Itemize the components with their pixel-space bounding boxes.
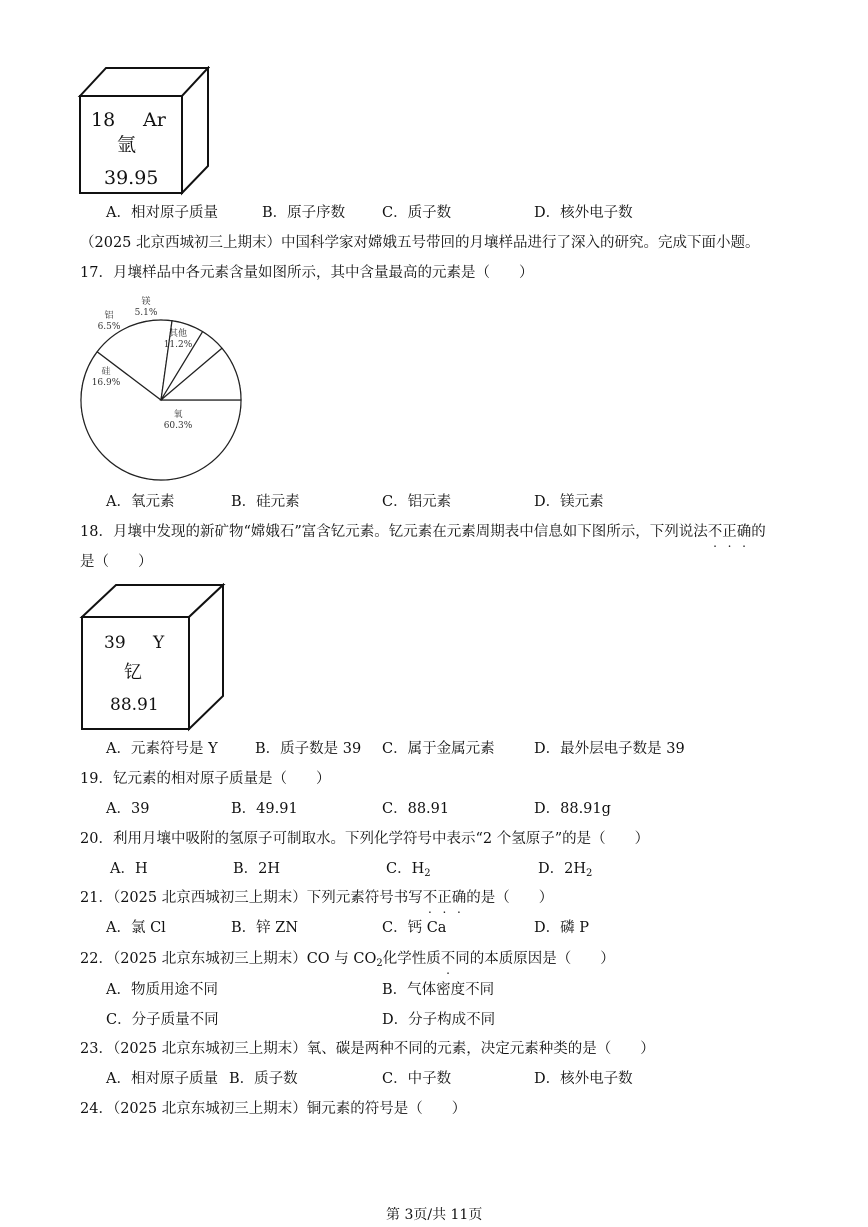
q23-option-a[interactable]: A．相对原子质量 [106, 1071, 218, 1087]
argon-name: 氩 [117, 134, 137, 156]
q23-stem: 23．（2025 北京东城初三上期末）氧、碳是两种不同的元素，决定元素种类的是（ ） [80, 1041, 655, 1057]
argon-symbol: Ar [143, 109, 166, 131]
q22-stem: 22．（2025 北京东城初三上期末）CO 与 $CO_2$化学性质不同的本质原因是（ ） [80, 951, 615, 969]
yttrium-atomic-number: 39 [104, 633, 126, 653]
argon-atomic-number: 18 [91, 109, 116, 131]
page-footer: 第 3页/共 11页 [386, 1207, 483, 1223]
pie-value-0: 60.3% [163, 421, 193, 431]
q18-stem-line2: 是（ ） [80, 554, 153, 570]
q23-option-c[interactable]: C．中子数 [382, 1071, 452, 1087]
q16-option-c[interactable]: C．质子数 [382, 205, 452, 221]
q17-stem: 17．月壤样品中各元素含量如图所示，其中含量最高的元素是（ ） [80, 265, 534, 281]
q20-option-a[interactable]: A．H [110, 861, 148, 877]
q18-option-b[interactable]: B．质子数是 39 [255, 741, 362, 757]
q22-option-b[interactable]: B．气体密度不同 [382, 982, 495, 998]
q23-option-b[interactable]: B．质子数 [229, 1071, 298, 1087]
q16-option-b[interactable]: B．原子序数 [262, 205, 346, 221]
q18-stem-line1: 18．月壤中发现的新矿物“嫦娥石”富含钇元素。钇元素在元素周期表中信息如下图所示，下列说法不正确的 [80, 524, 766, 540]
q23-option-d[interactable]: D．核外电子数 [534, 1071, 633, 1087]
q22-option-d[interactable]: D．分子构成不同 [382, 1012, 496, 1028]
yttrium-symbol: Y [153, 633, 165, 653]
q17-option-c[interactable]: C．铝元素 [382, 494, 452, 510]
pie-value-2: 6.5% [97, 322, 121, 332]
q18-option-a[interactable]: A．元素符号是 Y [106, 741, 218, 757]
pie-label-2: 铝 [104, 311, 114, 321]
q20-option-b[interactable]: B．2H [233, 861, 281, 877]
yttrium-atomic-mass: 88.91 [110, 695, 159, 715]
pie-value-1: 16.9% [91, 378, 121, 388]
q16-option-a[interactable]: A．相对原子质量 [106, 205, 218, 221]
pie-value-4: 11.2% [163, 340, 193, 350]
q20-option-d[interactable]: D．$2H_2$ [538, 861, 593, 879]
q18-option-d[interactable]: D．最外层电子数是 39 [534, 741, 685, 757]
q24-stem: 24．（2025 北京东城初三上期末）铜元素的符号是（ ） [80, 1101, 467, 1117]
q19-stem: 19．钇元素的相对原子质量是（ ） [80, 771, 331, 787]
q21-stem: 21．（2025 北京西城初三上期末）下列元素符号书写不正确的是（ ） [80, 890, 554, 906]
pie-value-3: 5.1% [134, 308, 158, 318]
pie-label-3: 镁 [141, 297, 151, 307]
q20-option-c[interactable]: C．$H_2$ [386, 861, 431, 879]
q17-option-d[interactable]: D．镁元素 [534, 494, 604, 510]
q22-option-c[interactable]: C．分子质量不同 [106, 1012, 219, 1028]
q19-option-d[interactable]: D．88.91g [534, 801, 611, 817]
q21-option-b[interactable]: B．锌 ZN [231, 920, 299, 936]
yttrium-name: 钇 [124, 662, 142, 683]
context-text: （2025 北京西城初三上期末）中国科学家对嫦娥五号带回的月壤样品进行了深入的研究。完成下面小题。 [80, 235, 760, 251]
q21-option-a[interactable]: A．氯 Cl [106, 920, 166, 936]
q18-option-c[interactable]: C．属于金属元素 [382, 741, 495, 757]
q21-option-d[interactable]: D．磷 P [534, 920, 589, 936]
pie-label-0: 氧 [173, 410, 183, 420]
q17-option-b[interactable]: B．硅元素 [231, 494, 300, 510]
q17-option-a[interactable]: A．氧元素 [106, 494, 175, 510]
pie-label-1: 硅 [101, 367, 111, 377]
argon-atomic-mass: 39.95 [104, 167, 159, 189]
pie-chart [78, 290, 248, 482]
q19-option-c[interactable]: C．88.91 [382, 801, 450, 817]
q20-stem: 20．利用月壤中吸附的氢原子可制取水。下列化学符号中表示“2 个氢原子”的是（ ） [80, 831, 650, 847]
pie-label-4: 其他 [168, 329, 188, 339]
q22-option-a[interactable]: A．物质用途不同 [106, 982, 218, 998]
q19-option-a[interactable]: A．39 [106, 801, 150, 817]
q16-option-d[interactable]: D．核外电子数 [534, 205, 633, 221]
q21-option-c[interactable]: C．钙 Ca [382, 920, 447, 936]
q19-option-b[interactable]: B．49.91 [231, 801, 298, 817]
